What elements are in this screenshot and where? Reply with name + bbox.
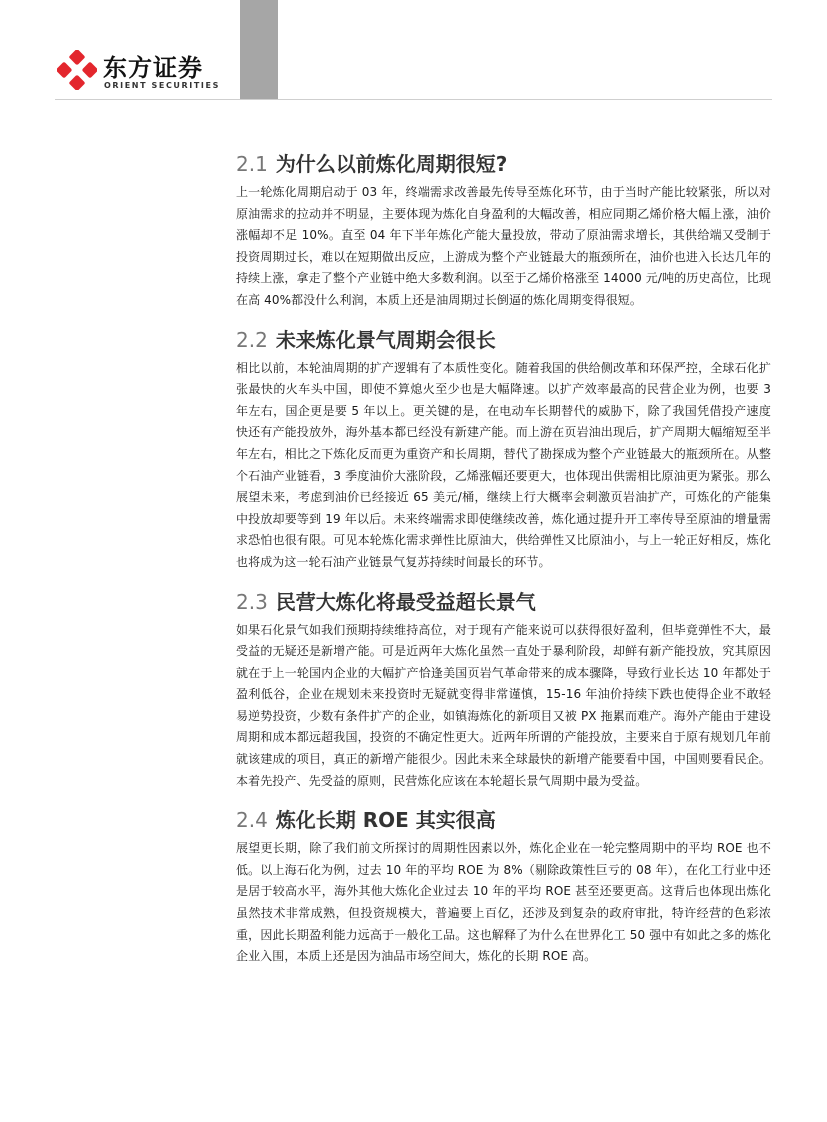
section-heading [236,588,771,616]
section-title: 未来炼化景气周期会很长 [275,327,496,352]
orient-logo-icon [57,50,97,90]
section-2-1 [236,150,771,312]
section-2-3 [236,588,771,793]
section-heading [236,150,771,178]
section-number: 2.1 [236,152,268,176]
section-title: 炼化长期 ROE 其实很高 [275,808,496,833]
section-paragraph: 相比以前，本轮油周期的扩产逻辑有了本质性变化。随着我国的供给侧改革和环保严控，全球石化扩张最快的火车头中国，即使不算熄火至少也是大幅降速。以扩产效率最高的民营企业为例，也要 3 年左右，国企更是要 5 年以上。更关键的是，在电动车长期替代的威胁下，除了我国凭借投产速度快还有产能投放外，海外基本都已经没有新建产能。而上游在页岩油出现后，扩产周期大幅缩短至半年左右，相比之下炼化反而更为重资产和长周期，替代了勘探成为整个产业链最大的瓶颈所在。从整个石油产业链看，3 季度油价大涨阶段，乙烯涨幅还要更大，也体现出供需相比原油更为紧张。那么展望未来，考虑到油价已经接近 65 美元/桶，继续上行大概率会刺激页岩油扩产，可炼化的产能集中投放却要等到 19 年以后。未来终端需求即使继续改善，炼化通过提升开工率传导至原油的增量需求恐怕也很有限。可见本轮炼化需求弹性比原油大，供给弹性又比原油小，与上一轮正好相反，炼化也将成为这一轮石油产业链景气复苏持续时间最长的环节。 [236,360,771,569]
section-paragraph: 展望更长期，除了我们前文所探讨的周期性因素以外，炼化企业在一轮完整周期中的平均 ROE 也不低。以上海石化为例，过去 10 年的平均 ROE 为 8%（剔除政策性巨亏的 08 年），在化工行业中还是居于较高水平，海外其他大炼化企业过去 10 年的平均 ROE 甚至还要更高。这背后也体现出炼化虽然技术非常成熟，但投资规模大，普遍要上百亿，还涉及到复杂的政府审批，特许经营的色彩浓重，因此长期盈利能力远高于一般化工品。这也解释了为什么在世界化工 50 强中有如此之多的炼化企业入围，本质上还是因为油品市场空间大，炼化的长期 ROE 高。 [236,841,771,964]
section-2-4 [236,806,771,968]
document-body [236,150,771,982]
section-heading [236,806,771,834]
logo-chinese-name: 东方证券 [103,54,203,82]
section-paragraph: 如果石化景气如我们预期持续维持高位，对于现有产能来说可以获得很好盈利，但毕竟弹性不大，最受益的无疑还是新增产能。可是近两年大炼化虽然一直处于暴利阶段，却鲜有新产能投放，究其原因就在于上一轮国内企业的大幅扩产恰逢美国页岩气革命带来的成本骤降，导致行业长达 10 年都处于盈利低谷，企业在规划未来投资时无疑就变得非常谨慎，15-16 年油价持续下跌也使得企业不敢轻易逆势投资，少数有条件扩产的企业，如镇海炼化的新项目又被 PX 拖累而难产。海外产能由于建设周期和成本都远超我国，投资的不确定性更大。近两年所谓的产能投放，主要来自于原有规划几年前就该建成的项目，真正的新增产能很少。因此未来全球最快的新增产能要看中国，中国则要看民企。本着先投产、先受益的原则，民营炼化应该在本轮超长景气周期中最为受益。 [236,622,771,788]
section-paragraph: 上一轮炼化周期启动于 03 年，终端需求改善最先传导至炼化环节，由于当时产能比较紧张，所以对原油需求的拉动并不明显，主要体现为炼化自身盈利的大幅改善，相应同期乙烯价格大幅上涨，油价涨幅却不足 10%。直至 04 年下半年炼化产能大量投放，带动了原油需求增长，其供给端又受制于投资周期过长，难以在短期做出反应，上游成为整个产业链最大的瓶颈所在，油价也进入长达几年的持续上涨，拿走了整个产业链中绝大多数利润。以至于乙烯价格涨至 14000 元/吨的历史高位，比现在高 40%都没什么利润，本质上还是油周期过长倒逼的炼化周期变得很短。 [236,185,771,307]
logo-english-name: ORIENT SECURITIES [104,81,220,90]
section-title: 为什么以前炼化周期很短? [275,152,508,176]
section-title: 民营大炼化将最受益超长景气 [275,589,536,614]
company-logo [57,48,227,98]
header-gray-bar [240,0,278,100]
section-number: 2.2 [236,327,268,352]
header-divider [55,99,772,100]
section-number: 2.3 [236,589,268,614]
section-number: 2.4 [236,808,268,833]
section-2-2 [236,326,771,574]
section-heading [236,326,771,354]
